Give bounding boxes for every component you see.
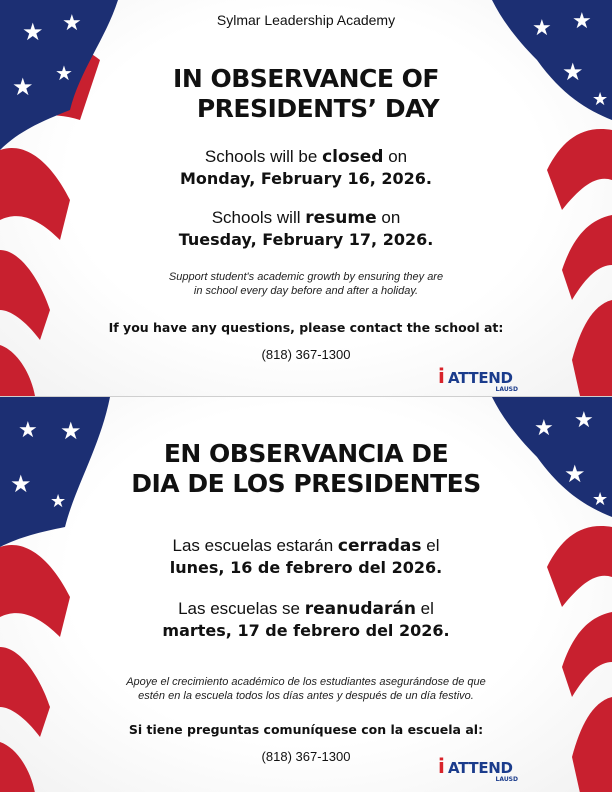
spanish-content xyxy=(110,397,502,792)
closed-suffix: el xyxy=(421,536,440,555)
spanish-panel xyxy=(0,396,612,792)
spanish-headline xyxy=(110,439,502,499)
closed-emphasis: closed xyxy=(322,147,384,167)
closed-prefix: Schools will be xyxy=(204,147,323,166)
closed-suffix: on xyxy=(383,147,408,166)
iattend-lausd-logo xyxy=(438,754,522,784)
svg-text:★: ★ xyxy=(12,73,34,101)
closed-emphasis: cerradas xyxy=(337,536,422,556)
resume-date: Tuesday, February 17, 2026. xyxy=(178,230,434,249)
svg-text:★: ★ xyxy=(60,417,82,445)
support-line-1: Support student's academic growth by ensuring they are xyxy=(168,271,444,283)
svg-text:★: ★ xyxy=(18,418,38,443)
american-flag-left-decoration xyxy=(0,0,120,396)
closed-statement xyxy=(110,535,502,578)
resume-prefix: Las escuelas se xyxy=(178,599,305,618)
logo-lausd-word: LAUSD xyxy=(495,776,518,783)
headline-line-1: IN OBSERVANCE OF xyxy=(173,64,439,93)
svg-text:★: ★ xyxy=(564,460,586,488)
english-headline xyxy=(110,64,502,124)
resume-suffix: on xyxy=(376,208,401,227)
resume-date: martes, 17 de febrero del 2026. xyxy=(162,621,450,640)
resume-statement xyxy=(110,207,502,250)
svg-text:★: ★ xyxy=(55,61,73,85)
svg-text:★: ★ xyxy=(572,9,592,34)
american-flag-right-decoration xyxy=(492,0,612,396)
resume-suffix: el xyxy=(415,599,434,618)
closed-prefix: Las escuelas estarán xyxy=(172,536,338,555)
svg-text:★: ★ xyxy=(50,491,67,512)
svg-text:★: ★ xyxy=(574,408,594,433)
svg-text:★: ★ xyxy=(62,11,82,36)
contact-question: If you have any questions, please contact the school at: xyxy=(108,320,504,335)
school-phone: (818) 367-1300 xyxy=(261,347,351,362)
english-content xyxy=(110,0,502,396)
svg-text:★: ★ xyxy=(22,18,44,46)
logo-i-mark: i xyxy=(438,364,445,388)
svg-text:★: ★ xyxy=(534,416,554,441)
iattend-lausd-logo xyxy=(438,364,522,394)
headline-line-2: DIA DE LOS PRESIDENTES xyxy=(131,469,481,498)
resume-emphasis: reanudarán xyxy=(304,599,416,619)
svg-text:★: ★ xyxy=(10,470,32,498)
logo-lausd-word: LAUSD xyxy=(495,386,518,393)
school-name: Sylmar Leadership Academy xyxy=(216,12,396,28)
attendance-support-note xyxy=(80,270,532,298)
support-line-2: in school every day before and after a holiday. xyxy=(193,285,419,297)
svg-text:★: ★ xyxy=(592,89,609,110)
resume-statement xyxy=(110,598,502,641)
headline-line-2: PRESIDENTS’ DAY xyxy=(196,94,440,123)
attendance-support-note xyxy=(70,675,542,703)
support-line-2: estén en la escuela todos los días antes y después de un día festivo. xyxy=(138,690,474,702)
logo-i-mark: i xyxy=(438,754,445,778)
closed-date: lunes, 16 de febrero del 2026. xyxy=(169,558,443,577)
svg-text:★: ★ xyxy=(532,16,552,41)
resume-emphasis: resume xyxy=(305,208,377,228)
logo-attend-word: ATTEND xyxy=(448,759,513,777)
resume-prefix: Schools will xyxy=(211,208,306,227)
closed-date: Monday, February 16, 2026. xyxy=(180,169,432,188)
logo-attend-word: ATTEND xyxy=(448,369,513,387)
headline-line-1: EN OBSERVANCIA DE xyxy=(163,439,449,468)
school-phone: (818) 367-1300 xyxy=(261,749,351,764)
svg-text:★: ★ xyxy=(592,489,609,510)
contact-question: Si tiene preguntas comuníquese con la escuela al: xyxy=(128,722,484,737)
support-line-1: Apoye el crecimiento académico de los estudiantes asegurándose de que xyxy=(126,676,486,688)
closed-statement xyxy=(110,146,502,189)
svg-text:★: ★ xyxy=(562,58,584,86)
